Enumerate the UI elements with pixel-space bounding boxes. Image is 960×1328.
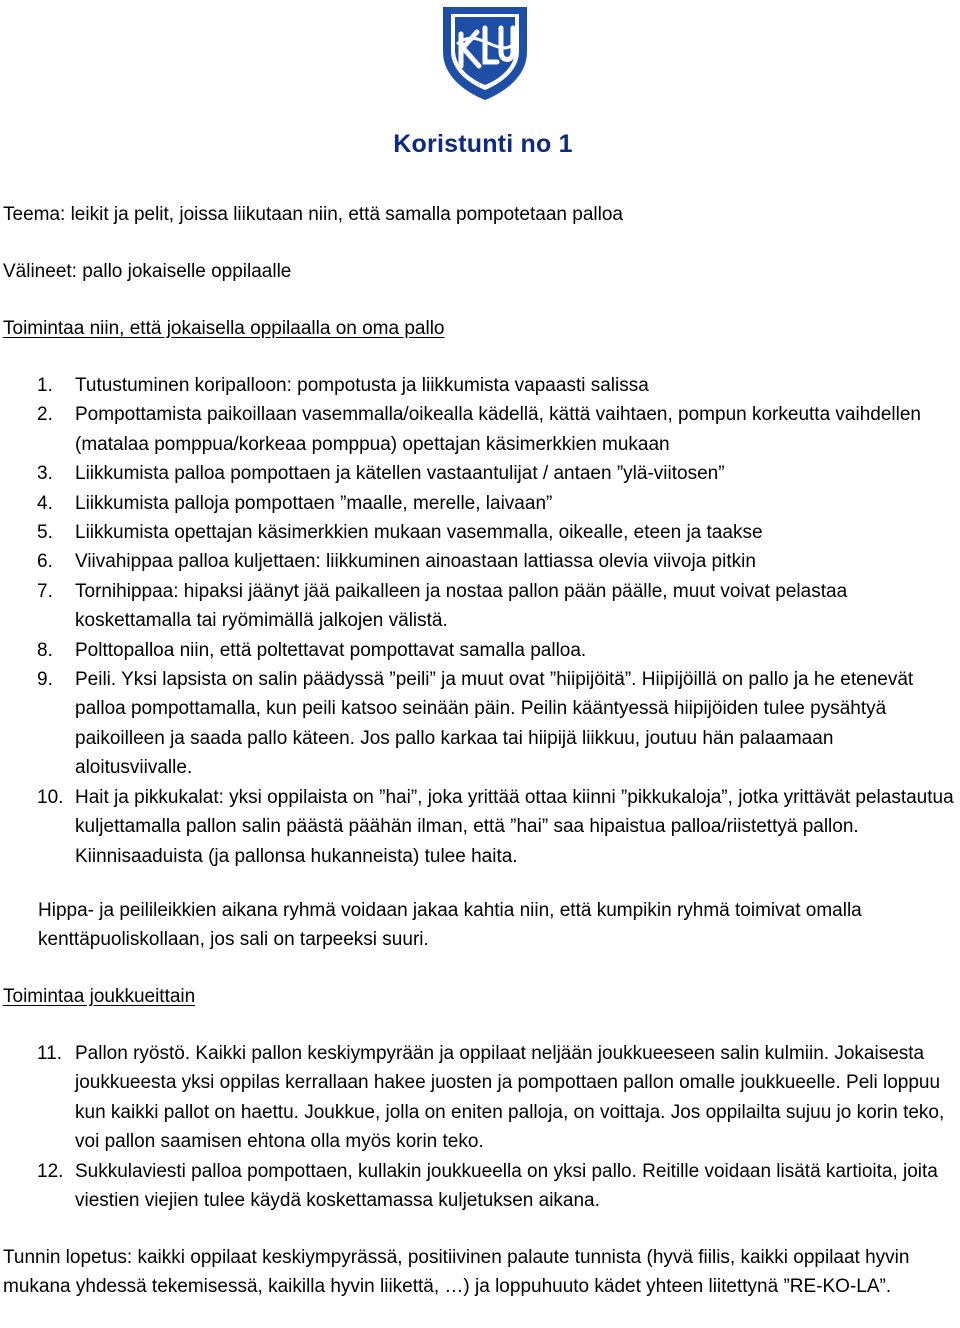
list-item-text: Liikkumista palloja pompottaen ”maalle, merelle, laivaan”: [75, 492, 553, 514]
section-heading-own-ball: Toimintaa niin, että jokaisella oppilaalla on oma pallo: [3, 318, 445, 339]
list-item: [0, 400, 955, 459]
teema-line: Teema: leikit ja pelit, joissa liikutaan niin, että samalla pompotetaan palloa: [3, 204, 623, 225]
list-item: [0, 665, 955, 783]
list-item: [0, 518, 955, 547]
list-item: [0, 371, 955, 400]
list-item-number: 9.: [37, 669, 53, 691]
list-item: [0, 783, 955, 871]
klu-shield-logo: [439, 4, 531, 102]
activity-list-teams: [0, 1039, 960, 1215]
list-item-number: 1.: [37, 375, 53, 396]
list-item-number: 4.: [37, 492, 53, 514]
list-item-text: Sukkulaviesti palloa pompottaen, kullakin joukkueella on yksi pallo. Reitille voidaan lisätä kartioita, joita viestien viejien tulee käydä koskettamassa kuljetuksen aikana.: [75, 1160, 938, 1212]
list-item: [0, 636, 955, 665]
list-item-number: 3.: [37, 463, 53, 485]
valineet-line: Välineet: pallo jokaiselle oppilaalle: [3, 261, 292, 282]
list-item-text: Liikkumista palloa pompottaen ja kätellen vastaantulijat / antaen ”ylä-viitosen”: [75, 463, 725, 485]
list-item: [0, 489, 955, 518]
list-item-text: Hait ja pikkukalat: yksi oppilaista on ”hai”, joka yrittää ottaa kiinni ”pikkukaloja”, jotka yrittävät pelastautua kuljettamalla pallon salin päästä päähän ilman, että ”hai” saa hipaistua palloa/riistettyä pallon. Kiinnisaaduista (ja pallonsa hukanneista) tulee haita.: [75, 786, 954, 867]
list-item: [0, 1157, 955, 1216]
activity-list-individual: [0, 371, 960, 871]
list-item-text: Pallon ryöstö. Kaikki pallon keskiympyrään ja oppilaat neljään joukkueeseen salin kulmiin. Jokaisesta joukkueesta yksi oppilas kerrallaan hakee juosten ja pompottaen pallon omalle joukkueelle. Peli loppuu kun kaikki pallot on haettu. Joukkue, jolla on eniten palloja, on voittaja. Jos oppilailta sujuu jo korin teko, voi pallon saamisen ehtona olla myös korin teko.: [75, 1043, 945, 1153]
list-item-text: Polttopalloa niin, että poltettavat pompottavat samalla palloa.: [75, 639, 587, 661]
list-item-number: 8.: [37, 639, 53, 661]
list-item: [0, 459, 955, 488]
list-item-text: Viivahippaa palloa kuljettaen: liikkuminen ainoastaan lattiassa olevia viivoja pitkin: [75, 551, 756, 573]
page-title-text: Koristunti no 1: [393, 130, 573, 158]
list-item: [0, 577, 955, 636]
list-item: [0, 547, 955, 576]
list-item-text: Pompottamista paikoillaan vasemmalla/oikealla kädellä, kättä vaihtaen, pompun korkeutta vaihdellen (matalaa pomppua/korkeaa pomppua) opettajan käsimerkkien mukaan: [75, 404, 921, 455]
list-item-number: 7.: [37, 580, 53, 602]
list-item-text: Peili. Yksi lapsista on salin päädyssä ”peili” ja muut ovat ”hiipijöitä”. Hiipijöillä on pallo ja he etenevät palloa pompottamalla, kun peili katsoo seinään päin. Peilin kääntyessä hiipijöiden tulee pysähtyä paikoilleen ja saada pallo käteen. Jos pallo karkaa tai hiipijä liikkuu, joutuu hän palaamaan aloitusviivalle.: [75, 669, 914, 779]
list-item-text: Tutustuminen koripalloon: pompotusta ja liikkumista vapaasti salissa: [75, 375, 649, 396]
section-heading-teams: Toimintaa joukkueittain: [3, 986, 196, 1007]
list-item-number: 6.: [37, 551, 53, 573]
lesson-ending: Tunnin lopetus: kaikki oppilaat keskiympyrässä, positiivinen palaute tunnista (hyvä fiilis, kaikki oppilaat hyvin mukana yhdessä tekemisessä, kaikilla hyvin liikettä, …) ja loppuhuuto kädet yhteen liitettynä ”RE-KO-LA”.: [3, 1247, 910, 1298]
list-item-number: 12.: [37, 1160, 64, 1182]
list-item-number: 2.: [37, 404, 53, 426]
list-item-number: 5.: [37, 522, 53, 544]
list-item-text: Liikkumista opettajan käsimerkkien mukaan vasemmalla, oikealle, eteen ja taakse: [75, 522, 763, 544]
page-title: [0, 130, 960, 159]
list-item-number: 11.: [37, 1043, 63, 1064]
list-item-number: 10.: [37, 786, 64, 808]
list-item: [0, 1039, 955, 1157]
list-item-text: Tornihippaa: hipaksi jäänyt jää paikalleen ja nostaa pallon pään päälle, muut voivat pelastaa koskettamalla tai ryömimällä jalkojen välistä.: [75, 580, 848, 632]
group-split-note: Hippa- ja peilileikkien aikana ryhmä voidaan jakaa kahtia niin, että kumpikin ryhmä toimivat omalla kenttäpuoliskollaan, jos sali on tarpeeksi suuri.: [38, 900, 862, 951]
